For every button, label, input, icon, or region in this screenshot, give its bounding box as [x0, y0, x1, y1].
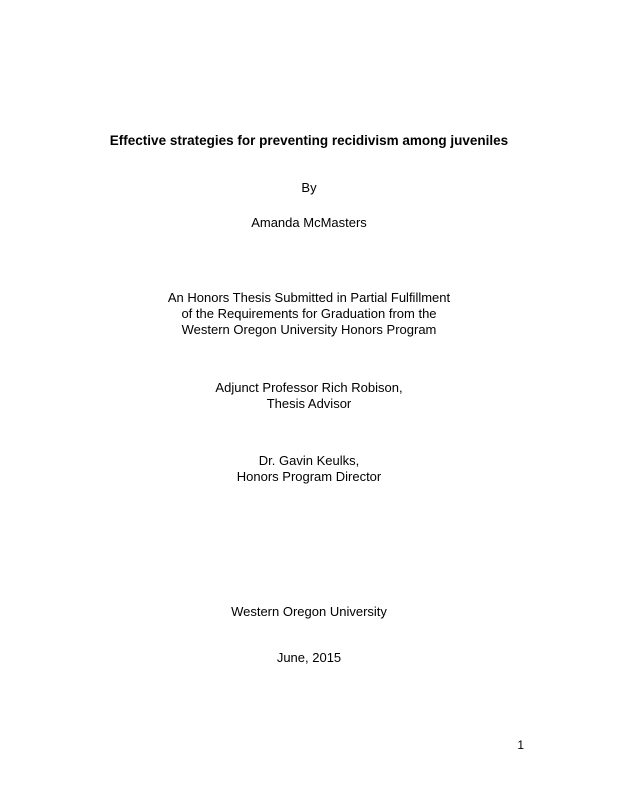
date: June, 2015: [276, 650, 342, 665]
advisor-name: Adjunct Professor Rich Robison,: [215, 380, 403, 395]
advisor-role: Thesis Advisor: [266, 396, 352, 411]
submission-line-3: Western Oregon University Honors Program: [181, 322, 437, 337]
submission-line-1: An Honors Thesis Submitted in Partial Fulfillment: [167, 290, 451, 305]
director-role: Honors Program Director: [236, 469, 382, 484]
page-number: 1: [517, 738, 524, 752]
institution: Western Oregon University: [231, 604, 387, 619]
by-label: By: [301, 180, 317, 195]
author-name: Amanda McMasters: [251, 215, 367, 230]
thesis-title: Effective strategies for preventing recidivism among juveniles: [109, 133, 509, 148]
director-name: Dr. Gavin Keulks,: [258, 453, 360, 468]
submission-line-2: of the Requirements for Graduation from the: [181, 306, 437, 321]
